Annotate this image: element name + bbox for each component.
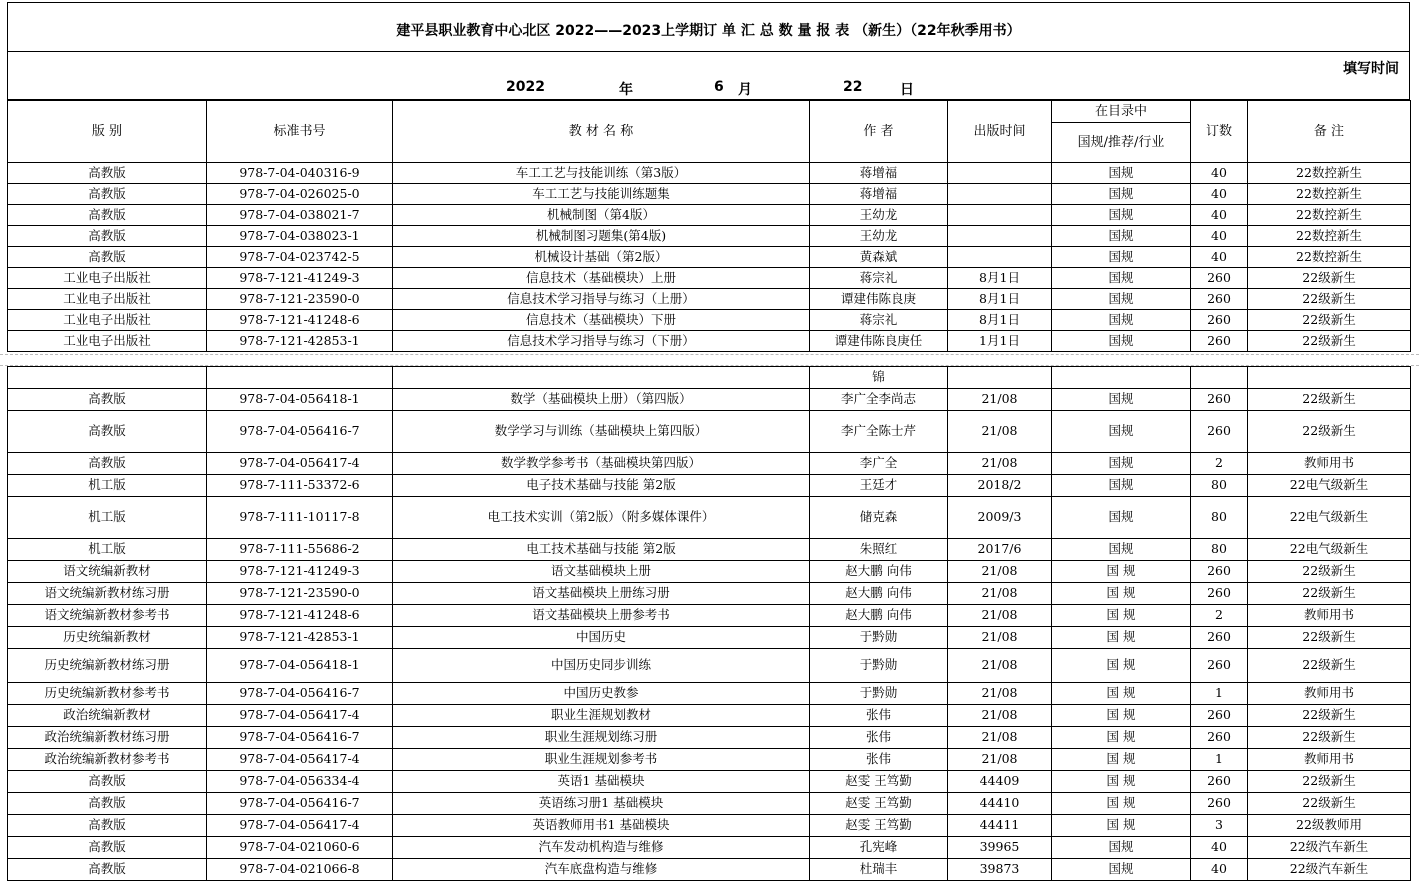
table-row (8, 268, 1411, 289)
table-row (8, 310, 1411, 331)
cell-edition: 语文统编新教材练习册 (8, 583, 207, 605)
cell-qty: 260 (1191, 331, 1248, 352)
cell-author: 李广全李尚志 (810, 389, 948, 411)
cell-isbn: 978-7-121-41249-3 (207, 561, 393, 583)
cell-name: 英语练习册1 基础模块 (393, 793, 810, 815)
cell-qty: 260 (1191, 411, 1248, 453)
header-name: 教 材 名 称 (393, 101, 810, 163)
cell-pub: 21/08 (948, 683, 1052, 705)
cell-name: 车工工艺与技能训练（第3版） (393, 163, 810, 184)
cell-note: 22级新生 (1248, 310, 1411, 331)
cell-isbn: 978-7-121-42853-1 (207, 331, 393, 352)
cell-name: 职业生涯规划参考书 (393, 749, 810, 771)
table-row (8, 247, 1411, 268)
cell-note (1248, 367, 1411, 389)
cell-name (393, 367, 810, 389)
cell-author: 黄森斌 (810, 247, 948, 268)
cell-pub: 21/08 (948, 749, 1052, 771)
cell-pub: 21/08 (948, 727, 1052, 749)
cell-note: 22级教师用 (1248, 815, 1411, 837)
cell-qty: 40 (1191, 205, 1248, 226)
cell-cat: 国规 (1052, 268, 1191, 289)
cell-isbn: 978-7-121-41248-6 (207, 605, 393, 627)
cell-isbn: 978-7-111-55686-2 (207, 539, 393, 561)
table-row (8, 815, 1411, 837)
cell-cat: 国 规 (1052, 705, 1191, 727)
cell-qty: 80 (1191, 497, 1248, 539)
cell-isbn: 978-7-04-056416-7 (207, 683, 393, 705)
header-pub-time: 出版时间 (948, 101, 1052, 163)
cell-note: 教师用书 (1248, 749, 1411, 771)
cell-author: 于黔勋 (810, 649, 948, 683)
date-year: 2022 (506, 79, 545, 95)
cell-cat: 国规 (1052, 247, 1191, 268)
cell-note: 22电气级新生 (1248, 497, 1411, 539)
cell-qty: 260 (1191, 310, 1248, 331)
cell-pub: 39965 (948, 837, 1052, 859)
cell-note: 22级汽车新生 (1248, 859, 1411, 881)
cell-pub: 39873 (948, 859, 1052, 881)
cell-cat: 国规 (1052, 163, 1191, 184)
cell-note: 22级汽车新生 (1248, 837, 1411, 859)
cell-name: 汽车底盘构造与维修 (393, 859, 810, 881)
cell-cat: 国规 (1052, 859, 1191, 881)
table-row (8, 411, 1411, 453)
cell-author: 赵雯 王笃勤 (810, 793, 948, 815)
cell-author: 蒋宗礼 (810, 268, 948, 289)
cell-cat: 国规 (1052, 310, 1191, 331)
cell-qty: 260 (1191, 268, 1248, 289)
cell-cat: 国 规 (1052, 749, 1191, 771)
cell-note: 22级新生 (1248, 649, 1411, 683)
cell-edition: 高教版 (8, 859, 207, 881)
table-row (8, 539, 1411, 561)
table-row (8, 453, 1411, 475)
cell-edition: 高教版 (8, 771, 207, 793)
table-row (8, 163, 1411, 184)
cell-name: 英语1 基础模块 (393, 771, 810, 793)
cell-isbn: 978-7-04-026025-0 (207, 184, 393, 205)
date-day-unit: 日 (900, 82, 914, 98)
cell-name: 中国历史同步训练 (393, 649, 810, 683)
cell-isbn: 978-7-121-41249-3 (207, 268, 393, 289)
table-row (8, 627, 1411, 649)
cell-edition: 高教版 (8, 389, 207, 411)
cell-qty: 40 (1191, 247, 1248, 268)
date-day: 22 (843, 79, 863, 95)
table-row (8, 331, 1411, 352)
cell-isbn: 978-7-04-056417-4 (207, 815, 393, 837)
cell-pub (948, 226, 1052, 247)
cell-edition: 工业电子出版社 (8, 268, 207, 289)
cell-name: 语文基础模块上册参考书 (393, 605, 810, 627)
cell-note: 22级新生 (1248, 793, 1411, 815)
cell-cat: 国规 (1052, 539, 1191, 561)
cell-note: 教师用书 (1248, 453, 1411, 475)
cell-isbn: 978-7-04-023742-5 (207, 247, 393, 268)
cell-cat: 国规 (1052, 453, 1191, 475)
cell-author: 杜瑞丰 (810, 859, 948, 881)
cell-note: 22数控新生 (1248, 247, 1411, 268)
cell-isbn: 978-7-04-056417-4 (207, 453, 393, 475)
cell-pub: 8月1日 (948, 268, 1052, 289)
table-row (8, 184, 1411, 205)
cell-note: 教师用书 (1248, 683, 1411, 705)
header-isbn: 标准书号 (207, 101, 393, 163)
cell-cat: 国规 (1052, 389, 1191, 411)
table-row (8, 749, 1411, 771)
cell-qty: 2 (1191, 605, 1248, 627)
cell-edition: 高教版 (8, 163, 207, 184)
cell-cat: 国规 (1052, 411, 1191, 453)
cell-edition: 语文统编新教材 (8, 561, 207, 583)
cell-edition: 高教版 (8, 411, 207, 453)
cell-edition: 高教版 (8, 815, 207, 837)
cell-name: 语文基础模块上册练习册 (393, 583, 810, 605)
cell-edition: 高教版 (8, 184, 207, 205)
cell-isbn: 978-7-04-021066-8 (207, 859, 393, 881)
table-row (8, 226, 1411, 247)
table-row (8, 289, 1411, 310)
cell-isbn: 978-7-04-040316-9 (207, 163, 393, 184)
cell-author: 储克森 (810, 497, 948, 539)
cell-name: 车工工艺与技能训练题集 (393, 184, 810, 205)
cell-author: 王幼龙 (810, 226, 948, 247)
cell-note: 22级新生 (1248, 771, 1411, 793)
cell-isbn: 978-7-121-23590-0 (207, 583, 393, 605)
cell-author: 赵大鹏 向伟 (810, 605, 948, 627)
cell-pub: 44411 (948, 815, 1052, 837)
cell-name: 语文基础模块上册 (393, 561, 810, 583)
cell-edition: 历史统编新教材 (8, 627, 207, 649)
cell-author: 锦 (810, 367, 948, 389)
cell-author: 李广全 (810, 453, 948, 475)
cell-author: 蒋增福 (810, 163, 948, 184)
cell-cat (1052, 367, 1191, 389)
cell-pub: 21/08 (948, 649, 1052, 683)
cell-edition: 高教版 (8, 793, 207, 815)
cell-name: 机械制图（第4版） (393, 205, 810, 226)
cell-qty: 40 (1191, 226, 1248, 247)
cell-qty: 260 (1191, 627, 1248, 649)
cell-edition: 高教版 (8, 247, 207, 268)
table-row (8, 583, 1411, 605)
cell-name: 信息技术（基础模块）下册 (393, 310, 810, 331)
cell-cat: 国 规 (1052, 561, 1191, 583)
cell-edition: 高教版 (8, 837, 207, 859)
cell-qty: 260 (1191, 649, 1248, 683)
cell-qty: 1 (1191, 683, 1248, 705)
cell-cat: 国规 (1052, 837, 1191, 859)
cell-cat: 国 规 (1052, 815, 1191, 837)
cell-author: 蒋宗礼 (810, 310, 948, 331)
cell-note: 22级新生 (1248, 583, 1411, 605)
cell-name: 电工技术实训（第2版）（附多媒体课件） (393, 497, 810, 539)
cell-pub: 21/08 (948, 583, 1052, 605)
cell-isbn: 978-7-121-23590-0 (207, 289, 393, 310)
table-row (8, 205, 1411, 226)
cell-name: 中国历史教参 (393, 683, 810, 705)
table-row (8, 605, 1411, 627)
cell-note: 22级新生 (1248, 268, 1411, 289)
cell-name: 电工技术基础与技能 第2版 (393, 539, 810, 561)
cell-pub: 21/08 (948, 627, 1052, 649)
cell-note: 22级新生 (1248, 727, 1411, 749)
cell-pub: 44409 (948, 771, 1052, 793)
cell-author: 赵大鹏 向伟 (810, 583, 948, 605)
cell-qty: 260 (1191, 793, 1248, 815)
cell-edition: 工业电子出版社 (8, 331, 207, 352)
cell-cat: 国 规 (1052, 793, 1191, 815)
cell-isbn: 978-7-04-038021-7 (207, 205, 393, 226)
cell-cat: 国规 (1052, 289, 1191, 310)
cell-edition (8, 367, 207, 389)
cell-qty: 260 (1191, 289, 1248, 310)
cell-cat: 国 规 (1052, 683, 1191, 705)
cell-pub (948, 367, 1052, 389)
header-note: 备 注 (1248, 101, 1411, 163)
date-box (7, 52, 1410, 100)
cell-edition: 机工版 (8, 497, 207, 539)
cell-name: 数学教学参考书（基础模块第四版） (393, 453, 810, 475)
cell-edition: 政治统编新教材 (8, 705, 207, 727)
cell-qty: 260 (1191, 771, 1248, 793)
cell-qty: 260 (1191, 389, 1248, 411)
table-row (8, 727, 1411, 749)
cell-isbn (207, 367, 393, 389)
cell-pub: 44410 (948, 793, 1052, 815)
date-year-unit: 年 (619, 82, 633, 98)
title-box (7, 2, 1410, 52)
cell-qty: 2 (1191, 453, 1248, 475)
table-row (8, 683, 1411, 705)
cell-qty: 260 (1191, 705, 1248, 727)
cell-isbn: 978-7-04-056418-1 (207, 649, 393, 683)
table-row (8, 497, 1411, 539)
cell-cat: 国 规 (1052, 771, 1191, 793)
cell-note: 22级新生 (1248, 411, 1411, 453)
cell-name: 机械制图习题集(第4版) (393, 226, 810, 247)
cell-pub: 2017/6 (948, 539, 1052, 561)
cell-author: 王幼龙 (810, 205, 948, 226)
cell-note: 22级新生 (1248, 627, 1411, 649)
table-row (8, 389, 1411, 411)
bottom-body (8, 367, 1411, 881)
cell-cat: 国 规 (1052, 649, 1191, 683)
cell-note: 22级新生 (1248, 389, 1411, 411)
cell-edition: 历史统编新教材练习册 (8, 649, 207, 683)
cell-cat: 国 规 (1052, 727, 1191, 749)
cell-note: 22数控新生 (1248, 205, 1411, 226)
report-title: 建平县职业教育中心北区 2022——2023上学期订 单 汇 总 数 量 报 表 （新生）（22年秋季用书） (396, 23, 1021, 39)
cell-note: 22电气级新生 (1248, 475, 1411, 497)
cell-qty: 1 (1191, 749, 1248, 771)
table-row (8, 705, 1411, 727)
header-edition: 版 别 (8, 101, 207, 163)
cell-pub: 8月1日 (948, 310, 1052, 331)
cell-qty: 40 (1191, 859, 1248, 881)
cell-pub: 21/08 (948, 605, 1052, 627)
cell-isbn: 978-7-04-056417-4 (207, 749, 393, 771)
cell-pub: 2009/3 (948, 497, 1052, 539)
cell-author: 张伟 (810, 749, 948, 771)
cell-pub: 21/08 (948, 453, 1052, 475)
cell-qty: 260 (1191, 561, 1248, 583)
book-table-top (7, 100, 1411, 352)
cell-qty: 40 (1191, 837, 1248, 859)
cell-pub (948, 205, 1052, 226)
cell-edition: 工业电子出版社 (8, 289, 207, 310)
header-catalog-sub: 国规/推荐/行业 (1052, 123, 1191, 163)
cell-pub: 8月1日 (948, 289, 1052, 310)
cell-edition: 工业电子出版社 (8, 310, 207, 331)
cell-author: 赵雯 王笃勤 (810, 771, 948, 793)
book-table-bottom (7, 366, 1411, 881)
table-row (8, 771, 1411, 793)
cell-name: 信息技术学习指导与练习（下册） (393, 331, 810, 352)
cell-cat: 国 规 (1052, 605, 1191, 627)
header-row (8, 101, 1411, 123)
cell-qty (1191, 367, 1248, 389)
cell-isbn: 978-7-04-038023-1 (207, 226, 393, 247)
table-row (8, 837, 1411, 859)
cell-pub (948, 184, 1052, 205)
cell-author: 赵雯 王笃勤 (810, 815, 948, 837)
cell-qty: 80 (1191, 475, 1248, 497)
cell-qty: 80 (1191, 539, 1248, 561)
header-catalog: 在目录中 (1052, 101, 1191, 123)
cell-name: 电子技术基础与技能 第2版 (393, 475, 810, 497)
cell-edition: 政治统编新教材参考书 (8, 749, 207, 771)
cell-author: 李广全陈士芹 (810, 411, 948, 453)
cell-qty: 260 (1191, 583, 1248, 605)
cell-pub: 21/08 (948, 389, 1052, 411)
cell-isbn: 978-7-04-056416-7 (207, 793, 393, 815)
cell-cat: 国规 (1052, 331, 1191, 352)
cell-pub (948, 163, 1052, 184)
cell-author: 于黔勋 (810, 683, 948, 705)
cell-edition: 政治统编新教材练习册 (8, 727, 207, 749)
cell-edition: 高教版 (8, 205, 207, 226)
cell-note: 22级新生 (1248, 705, 1411, 727)
date-month: 6 (714, 79, 724, 95)
cell-name: 中国历史 (393, 627, 810, 649)
cell-author: 蒋增福 (810, 184, 948, 205)
cell-edition: 高教版 (8, 226, 207, 247)
top-body (8, 163, 1411, 352)
cell-author: 王廷才 (810, 475, 948, 497)
cell-cat: 国规 (1052, 497, 1191, 539)
cell-note: 22数控新生 (1248, 184, 1411, 205)
cell-qty: 260 (1191, 727, 1248, 749)
cell-edition: 历史统编新教材参考书 (8, 683, 207, 705)
cell-cat: 国规 (1052, 184, 1191, 205)
cell-note: 22级新生 (1248, 561, 1411, 583)
table-row (8, 649, 1411, 683)
cell-qty: 40 (1191, 184, 1248, 205)
cell-name: 职业生涯规划教材 (393, 705, 810, 727)
cell-isbn: 978-7-04-056416-7 (207, 727, 393, 749)
cell-name: 数学学习与训练（基础模块上第四版） (393, 411, 810, 453)
cell-note: 22数控新生 (1248, 163, 1411, 184)
cell-pub (948, 247, 1052, 268)
cell-qty: 40 (1191, 163, 1248, 184)
cell-name: 数学（基础模块上册）（第四版） (393, 389, 810, 411)
cell-pub: 21/08 (948, 705, 1052, 727)
cell-isbn: 978-7-111-10117-8 (207, 497, 393, 539)
cell-cat: 国 规 (1052, 627, 1191, 649)
cell-edition: 机工版 (8, 475, 207, 497)
table-row (8, 793, 1411, 815)
cell-author: 张伟 (810, 727, 948, 749)
cell-cat: 国 规 (1052, 583, 1191, 605)
cell-isbn: 978-7-04-056417-4 (207, 705, 393, 727)
cell-note: 22电气级新生 (1248, 539, 1411, 561)
cell-edition: 高教版 (8, 453, 207, 475)
table-row (8, 859, 1411, 881)
cell-name: 信息技术学习指导与练习（上册） (393, 289, 810, 310)
cell-author: 于黔勋 (810, 627, 948, 649)
cell-name: 汽车发动机构造与维修 (393, 837, 810, 859)
table-row (8, 475, 1411, 497)
cell-isbn: 978-7-111-53372-6 (207, 475, 393, 497)
cell-name: 职业生涯规划练习册 (393, 727, 810, 749)
cell-note: 教师用书 (1248, 605, 1411, 627)
cell-author: 赵大鹏 向伟 (810, 561, 948, 583)
cell-cat: 国规 (1052, 226, 1191, 247)
cell-isbn: 978-7-04-056334-4 (207, 771, 393, 793)
header-qty: 订数 (1191, 101, 1248, 163)
cell-note: 22数控新生 (1248, 226, 1411, 247)
date-month-unit: 月 (738, 82, 752, 98)
cell-pub: 1月1日 (948, 331, 1052, 352)
page-break (0, 354, 1419, 366)
cell-edition: 机工版 (8, 539, 207, 561)
cell-isbn: 978-7-04-056418-1 (207, 389, 393, 411)
cell-isbn: 978-7-121-42853-1 (207, 627, 393, 649)
cell-name: 英语教师用书1 基础模块 (393, 815, 810, 837)
fill-time-label: 填写时间 (1343, 61, 1399, 77)
cell-author: 谭建伟陈良庚任 (810, 331, 948, 352)
cell-note: 22级新生 (1248, 331, 1411, 352)
cell-edition: 语文统编新教材参考书 (8, 605, 207, 627)
cell-note: 22级新生 (1248, 289, 1411, 310)
cell-isbn: 978-7-121-41248-6 (207, 310, 393, 331)
cell-name: 信息技术（基础模块）上册 (393, 268, 810, 289)
cell-cat: 国规 (1052, 205, 1191, 226)
cell-isbn: 978-7-04-021060-6 (207, 837, 393, 859)
table-row (8, 367, 1411, 389)
header-author: 作 者 (810, 101, 948, 163)
cell-author: 孔宪峰 (810, 837, 948, 859)
cell-pub: 21/08 (948, 411, 1052, 453)
cell-author: 朱照红 (810, 539, 948, 561)
cell-qty: 3 (1191, 815, 1248, 837)
table-row (8, 561, 1411, 583)
cell-author: 张伟 (810, 705, 948, 727)
cell-pub: 2018/2 (948, 475, 1052, 497)
cell-pub: 21/08 (948, 561, 1052, 583)
cell-isbn: 978-7-04-056416-7 (207, 411, 393, 453)
cell-cat: 国规 (1052, 475, 1191, 497)
cell-author: 谭建伟陈良庚 (810, 289, 948, 310)
cell-name: 机械设计基础（第2版） (393, 247, 810, 268)
